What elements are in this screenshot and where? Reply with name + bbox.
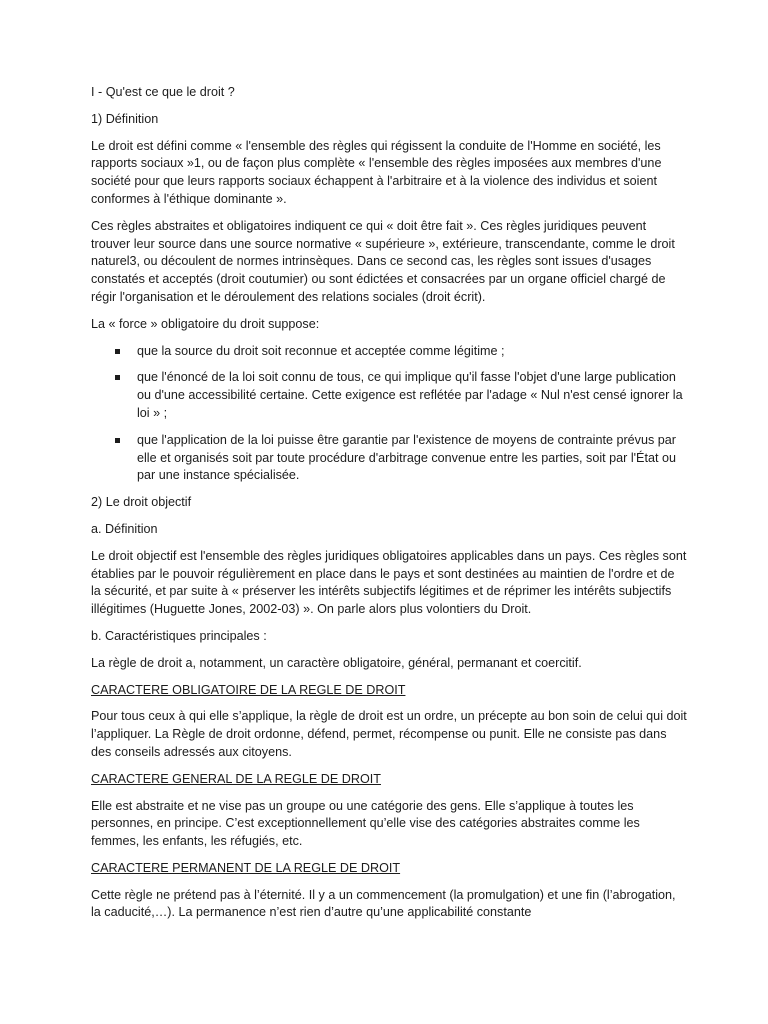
heading-caractere-permanent: CARACTERE PERMANENT DE LA REGLE DE DROIT <box>91 860 401 875</box>
paragraph-caractere-obligatoire: Pour tous ceux à qui elle s’applique, la règle de droit est un ordre, un précepte au bon soin de celui qui doit l’appliquer. La Règle de droit ordonne, défend, permet, récompense ou punit. Elle ne consiste pas dans des conseils adressés aux citoyens. <box>91 709 687 759</box>
subsection-title-b-caracteristiques: b. Caractéristiques principales : <box>91 628 267 643</box>
paragraph-force-obligatoire: La « force » obligatoire du droit suppose: <box>91 316 320 331</box>
subsection-title-a-definition: a. Définition <box>91 521 158 536</box>
paragraph-definition: Le droit est défini comme « l'ensemble des règles qui régissent la conduite de l'Homme en société, les rapports sociaux »1, ou de façon plus complète « l'ensemble des règles imposées aux membres d'une société pour que leurs rapports sociaux échappent à l'arbitraire et à la violence des individus et soient conformes à l'éthique dominante ». <box>91 138 662 206</box>
document-page <box>91 84 687 931</box>
heading-caractere-obligatoire: CARACTERE OBLIGATOIRE DE LA REGLE DE DROIT <box>91 682 406 697</box>
paragraph-caractere-general: Elle est abstraite et ne vise pas un groupe ou une catégorie des gens. Elle s’applique à toutes les personnes, en principe. C’est exceptionnellement qu’elle vise des catégories abstraites comme les femmes, les enfants, les réfugiés, etc. <box>91 798 640 849</box>
paragraph-droit-objectif: Le droit objectif est l'ensemble des règles juridiques obligatoires applicables dans un pays. Ces règles sont établies par le pouvoir régulièrement en place dans le pays et sont destinées au maintien de l'ordre et de la sécurité, et par suite à « préserver les intérêts subjectifs légitimes et de réprimer les intérêts subjectifs illégitimes (Huguette Jones, 2002-03) ». On parle alors plus volontiers du Droit. <box>91 548 687 617</box>
square-bullet-icon <box>115 349 120 354</box>
paragraph-caracteres: La règle de droit a, notamment, un caractère obligatoire, général, permanant et coercitif. <box>91 655 582 670</box>
subsection-title-definition: 1) Définition <box>91 111 159 126</box>
subsection-title-droit-objectif: 2) Le droit objectif <box>91 495 192 510</box>
list-item <box>91 369 687 422</box>
heading-caractere-general: CARACTERE GENERAL DE LA REGLE DE DROIT <box>91 771 381 786</box>
bullet-list <box>91 343 687 486</box>
square-bullet-icon <box>115 375 120 380</box>
list-item-text: que la source du droit soit reconnue et acceptée comme légitime ; <box>137 343 505 358</box>
list-item <box>91 432 687 485</box>
list-item-text: que l'application de la loi puisse être garantie par l'existence de moyens de contrainte prévus par elle et organisés soit par toute procédure d'arbitrage convenue entre les parties, soit par l'État ou par une instance spécialisée. <box>137 432 676 483</box>
paragraph-sources: Ces règles abstraites et obligatoires indiquent ce qui « doit être fait ». Ces règles juridiques peuvent trouver leur source dans une source normative « supérieure », extérieure, transcendante, comme le droit naturel3, ou découlent de normes intrinsèques. Dans ce second cas, les règles sont issues d'usages constatés et acceptés (droit coutumier) ou sont édictées et consacrées par un organe officiel chargé de régir l'organisation et le déroulement des relations sociales (droit écrit). <box>91 218 675 304</box>
list-item <box>91 343 687 361</box>
list-item-text: que l'énoncé de la loi soit connu de tous, ce qui implique qu'il fasse l'objet d'une large publication ou d'une accessibilité certaine. Cette exigence est reflétée par l'adage « Nul n'est censé ignorer la loi » ; <box>137 370 683 420</box>
square-bullet-icon <box>115 438 120 443</box>
section-title: I - Qu'est ce que le droit ? <box>91 85 235 99</box>
paragraph-caractere-permanent: Cette règle ne prétend pas à l’éternité. Il y a un commencement (la promulgation) et une fin (l’abrogation, la caducité,…). La permanence n’est rien d’autre qu’une applicabilité constante <box>91 887 676 920</box>
